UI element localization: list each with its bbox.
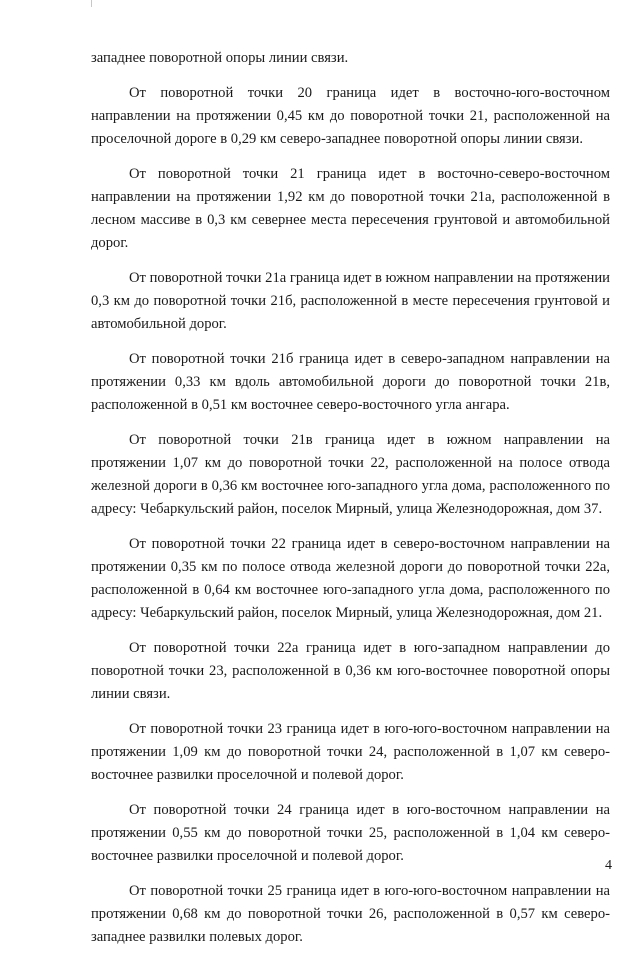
paragraph-point-22: От поворотной точки 22 граница идет в северо-восточном направлении на протяжении 0,35 км по полосе отвода железной дороги до поворотной точки 22а, расположенной в 0,64 км восточнее юго-западного угла дома, расположенного по адресу: Чебаркульский район, поселок Мирный, улица Железнодорожная, дом 21. xyxy=(91,536,610,621)
paragraph-point-25: От поворотной точки 25 граница идет в юго-юго-восточном направлении на протяжении 0,68 км до поворотной точки 26, расположенной в 0,57 км северо-западнее развилки полевых дорог. xyxy=(91,883,610,945)
page-number: 4 xyxy=(605,858,612,873)
paragraph-point-21v: От поворотной точки 21в граница идет в южном направлении на протяжении 1,07 км до поворотной точки 22, расположенной на полосе отвода железной дороги в 0,36 км восточнее юго-западного угла дома, расположенного по адресу: Чебаркульский район, поселок Мирный, улица Железнодорожная, дом 37. xyxy=(91,432,610,517)
paragraph-point-21b: От поворотной точки 21б граница идет в северо-западном направлении на протяжении 0,33 км вдоль автомобильной дороги до поворотной точки 21в, расположенной в 0,51 км восточнее северо-восточного угла ангара. xyxy=(91,351,610,413)
document-body xyxy=(91,47,610,961)
paragraph-point-21a: От поворотной точки 21а граница идет в южном направлении на протяжении 0,3 км до поворотной точки 21б, расположенной в месте пересечения грунтовой и автомобильной дорог. xyxy=(91,270,610,332)
paragraph-point-20: От поворотной точки 20 граница идет в восточно-юго-восточном направлении на протяжении 0,45 км до поворотной точки 21, расположенной на проселочной дороге в 0,29 км северо-западнее поворотной опоры линии связи. xyxy=(91,85,610,147)
paragraph-point-22a: От поворотной точки 22а граница идет в юго-западном направлении до поворотной точки 23, расположенной в 0,36 км юго-восточнее поворотной опоры линии связи. xyxy=(91,640,610,702)
scan-artifact xyxy=(91,0,92,7)
paragraph-point-23: От поворотной точки 23 граница идет в юго-юго-восточном направлении на протяжении 1,09 км до поворотной точки 24, расположенной в 1,07 км северо-восточнее развилки проселочной и полевой дорог. xyxy=(91,721,610,783)
paragraph-point-24: От поворотной точки 24 граница идет в юго-восточном направлении на протяжении 0,55 км до поворотной точки 25, расположенной в 1,04 км северо-восточнее развилки проселочной и полевой дорог. xyxy=(91,802,610,864)
paragraph-continuation: западнее поворотной опоры линии связи. xyxy=(91,50,349,66)
paragraph-point-21: От поворотной точки 21 граница идет в восточно-северо-восточном направлении на протяжении 1,92 км до поворотной точки 21а, расположенной в лесном массиве в 0,3 км севернее места пересечения грунтовой и автомобильной дорог. xyxy=(91,166,610,251)
